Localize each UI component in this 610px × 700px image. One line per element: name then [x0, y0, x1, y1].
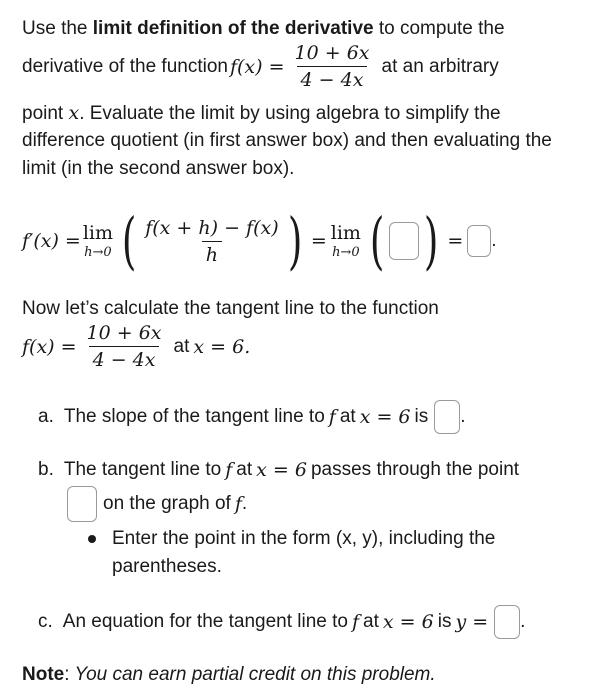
derivative-answer-box[interactable]: [467, 225, 491, 257]
part-a: a. The slope of the tangent line to f at x = 6 is .: [38, 400, 466, 434]
simplified-quotient-answer-box[interactable]: [389, 222, 419, 260]
bullet-icon: [88, 535, 96, 543]
function-fraction: [291, 42, 374, 91]
part-b-bullet: Enter the point in the form (x, y), including the: [88, 528, 495, 550]
left-paren-2: (: [369, 204, 385, 277]
intro-line-3: point x. Evaluate the limit by using algebra to simplify the: [22, 102, 501, 124]
left-paren: (: [121, 204, 137, 277]
part-label: b.: [38, 459, 54, 480]
part-b-line-2: on the graph of f .: [67, 486, 247, 522]
intro-text: Use the: [22, 18, 93, 39]
tangent-intro: Now let’s calculate the tangent line to the function: [22, 298, 439, 319]
right-paren-2: ): [423, 204, 439, 277]
intro-text: to compute the: [373, 18, 505, 39]
intro-line-5: limit (in the second answer box).: [22, 158, 295, 179]
intro-bold-phrase: limit definition of the derivative: [92, 18, 374, 39]
difference-quotient-denominator: h: [202, 241, 222, 266]
point-answer-box[interactable]: [67, 486, 97, 522]
part-label: c.: [38, 611, 53, 632]
intro-text: derivative of the function: [22, 55, 228, 77]
difference-quotient: [141, 217, 282, 266]
function-numerator: 10 + 6x: [294, 42, 370, 64]
tangent-function: f(x) = $\frac{10 + 6x}{4 - 4x}$ at x = 6.: [22, 322, 251, 371]
intro-text: at an arbitrary: [381, 55, 499, 77]
part-b-bullet-line-2: parentheses.: [112, 556, 222, 577]
derivative-equation: f′(x) = lim h→0 ( $\frac{f(x + h) - f(x)}{h}$ ) = lim h→0 ( ) = .: [22, 204, 497, 277]
function-denominator: 4 − 4x: [297, 66, 368, 91]
slope-answer-box[interactable]: [434, 400, 460, 434]
note-text: You can earn partial credit on this problem.: [69, 664, 436, 685]
function-lhs: f(x) =: [229, 55, 285, 78]
part-b: b. The tangent line to f at x = 6 passes through the point: [38, 459, 520, 481]
limit-operator: lim h→0: [82, 221, 114, 260]
note: Note: You can earn partial credit on this problem.: [22, 664, 436, 685]
intro-line-1: [22, 18, 505, 40]
note-label: Note: [22, 664, 65, 685]
part-c: c. An equation for the tangent line to f at x = 6 is y = .: [38, 605, 525, 639]
part-label: a.: [38, 406, 54, 427]
equation-answer-box[interactable]: [494, 605, 520, 639]
derivative-lhs: f′(x) =: [22, 230, 81, 252]
limit-operator-2: lim h→0: [330, 221, 361, 260]
function-fraction: $\frac{10 + 6x}{4 - 4x}$: [86, 322, 162, 371]
right-paren: ): [287, 204, 302, 277]
intro-line-4: difference quotient (in first answer box) and then evaluating the: [22, 130, 552, 151]
function-lhs: f(x) =: [22, 335, 77, 358]
difference-quotient-numerator: f(x + h) − f(x): [145, 216, 279, 239]
intro-line-2: [22, 42, 499, 91]
